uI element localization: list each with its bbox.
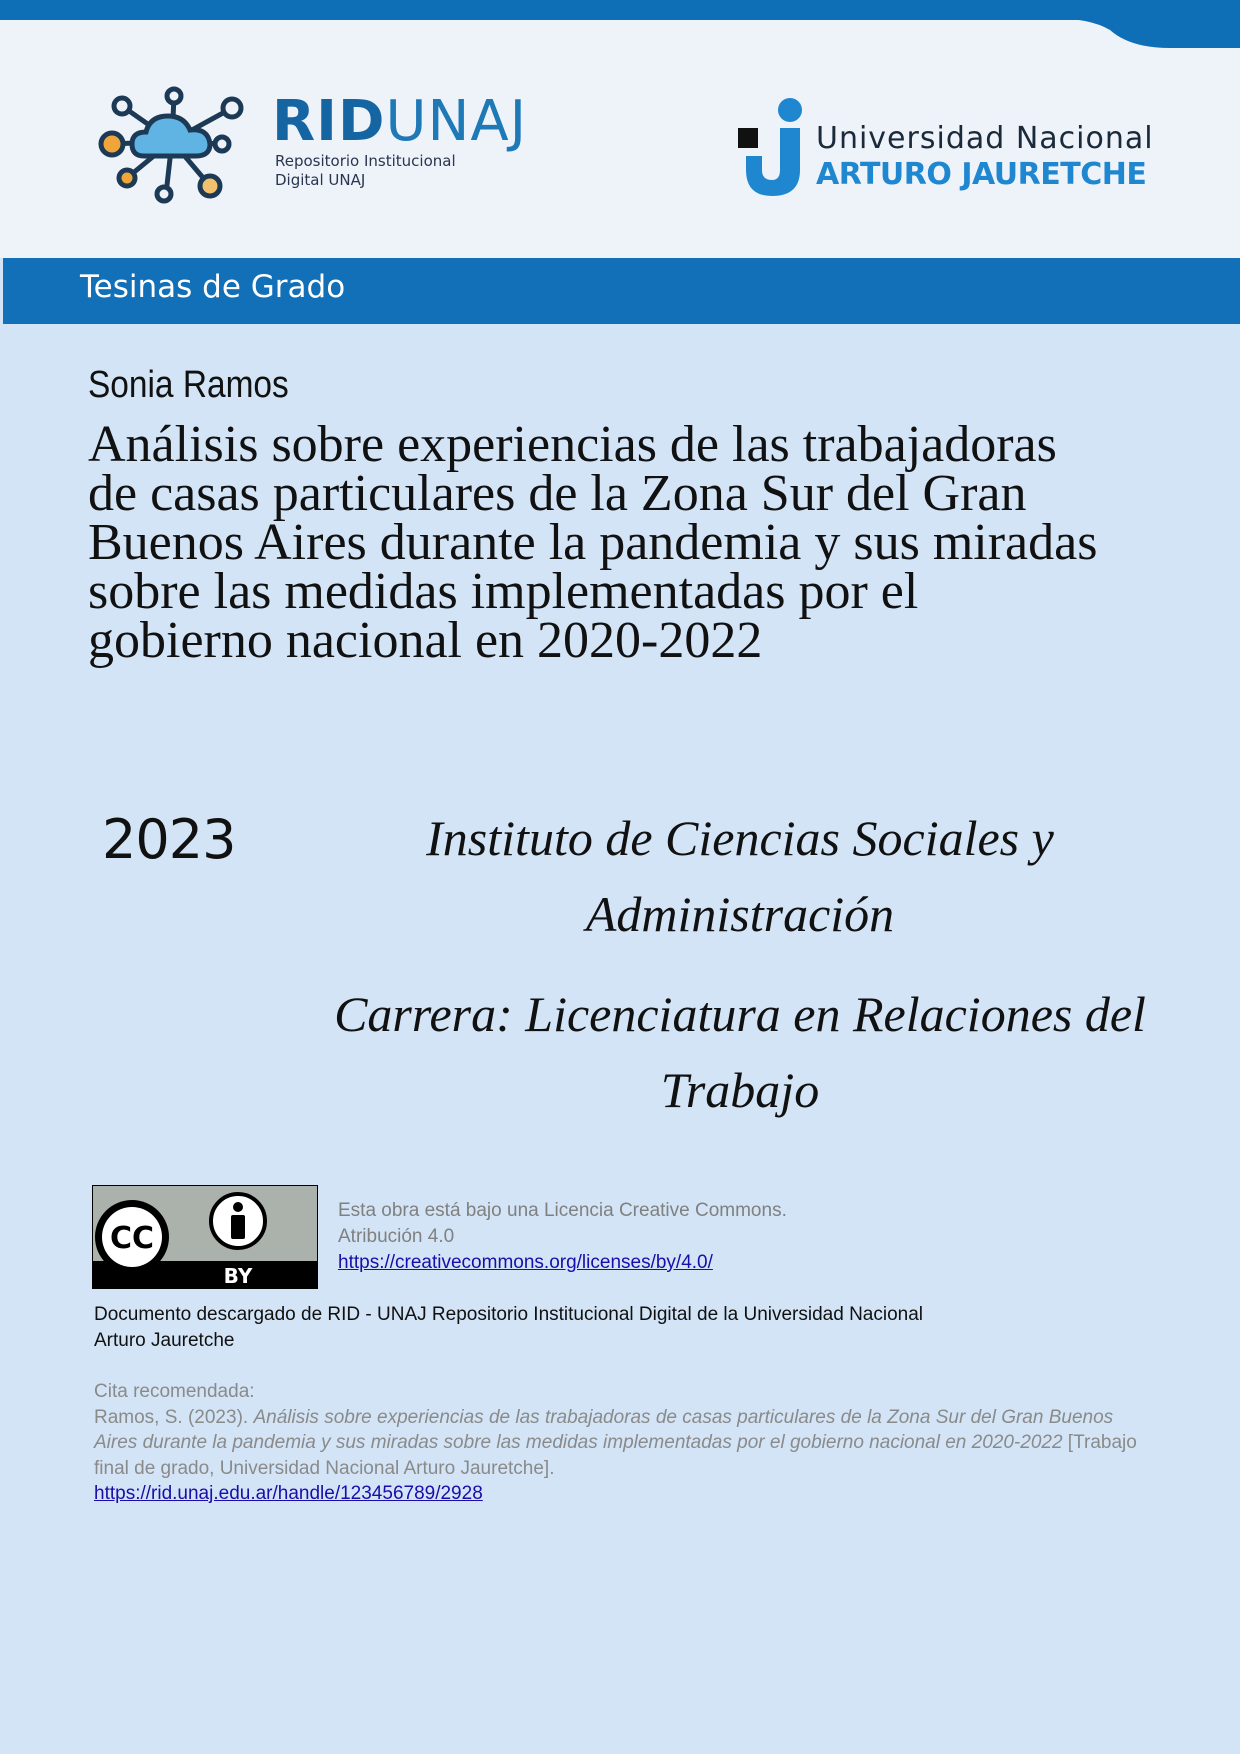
license-line1: Esta obra está bajo una Licencia Creative Commons. [338, 1200, 787, 1221]
title-line: Análisis sobre experiencias de las trabajadoras [88, 416, 1057, 473]
license-link[interactable]: https://creativecommons.org/licenses/by/4.0/ [338, 1252, 713, 1273]
citation-prefix: Ramos, S. (2023). [94, 1406, 254, 1428]
citation-block [94, 1379, 1154, 1507]
citation-suffix: [Trabajo final de grado, Universidad Nacional Arturo Jauretche]. [94, 1432, 1137, 1479]
citation-link[interactable]: https://rid.unaj.edu.ar/handle/123456789/2928 [94, 1483, 483, 1504]
unaj-name-line2: ARTURO JAURETCHE [816, 157, 1147, 192]
top-curve-decoration [0, 0, 1240, 52]
institute-line: Instituto de Ciencias Sociales y [426, 810, 1054, 866]
unaj-j-mark-icon [738, 98, 806, 202]
citation-label: Cita recomendada: [94, 1381, 255, 1402]
rid-sub-line2: Digital UNAJ [275, 171, 366, 189]
unaj-logo[interactable] [738, 98, 1154, 202]
cloud-network-icon [92, 86, 252, 206]
institute-name [320, 800, 1160, 952]
cc-by-icon[interactable] [92, 1185, 318, 1289]
unaj-name-line1: Universidad Nacional [816, 121, 1154, 156]
citation-text [94, 1405, 1154, 1482]
rid-unaj-wordmark [272, 89, 528, 154]
author-name: Sonia Ramos [88, 364, 289, 406]
cc-label: CC [109, 1221, 155, 1256]
collection-label: Tesinas de Grado [80, 269, 346, 305]
title-line: Buenos Aires durante la pandemia y sus miradas [88, 514, 1098, 571]
rid-sub-line1: Repositorio Institucional [275, 152, 456, 170]
header [0, 0, 1240, 258]
document-title [88, 416, 1198, 669]
rid-wordmark-light: UNAJ [385, 89, 528, 154]
rid-unaj-logo[interactable] [92, 86, 528, 206]
title-line: gobierno nacional en 2020-2022 [88, 612, 763, 669]
rid-wordmark-bold: RID [272, 89, 386, 154]
career-line: Trabajo [660, 1062, 820, 1118]
rid-unaj-subtitle [275, 152, 456, 190]
institute-line: Administración [585, 886, 895, 942]
license-text [338, 1198, 787, 1276]
publication-year: 2023 [102, 808, 236, 871]
title-line: sobre las medidas implementadas por el [88, 563, 919, 620]
career-line: Carrera: Licenciatura en Relaciones del [334, 986, 1146, 1042]
career-name [310, 976, 1170, 1128]
title-line: de casas particulares de la Zona Sur del Gran [88, 465, 1027, 522]
license-line2: Atribución 4.0 [338, 1226, 455, 1247]
by-label: BY [223, 1264, 253, 1288]
citation-title: Análisis sobre experiencias de las trabajadoras de casas particulares de la Zona Sur del Gran Buenos Aires durante la pandemia y sus miradas sobre las medidas implementadas por el gobierno nacional en 2020-2022 [94, 1406, 1114, 1453]
download-note: Documento descargado de RID - UNAJ Repositorio Institucional Digital de la Universidad Nacional Arturo Jauretche [94, 1304, 924, 1351]
